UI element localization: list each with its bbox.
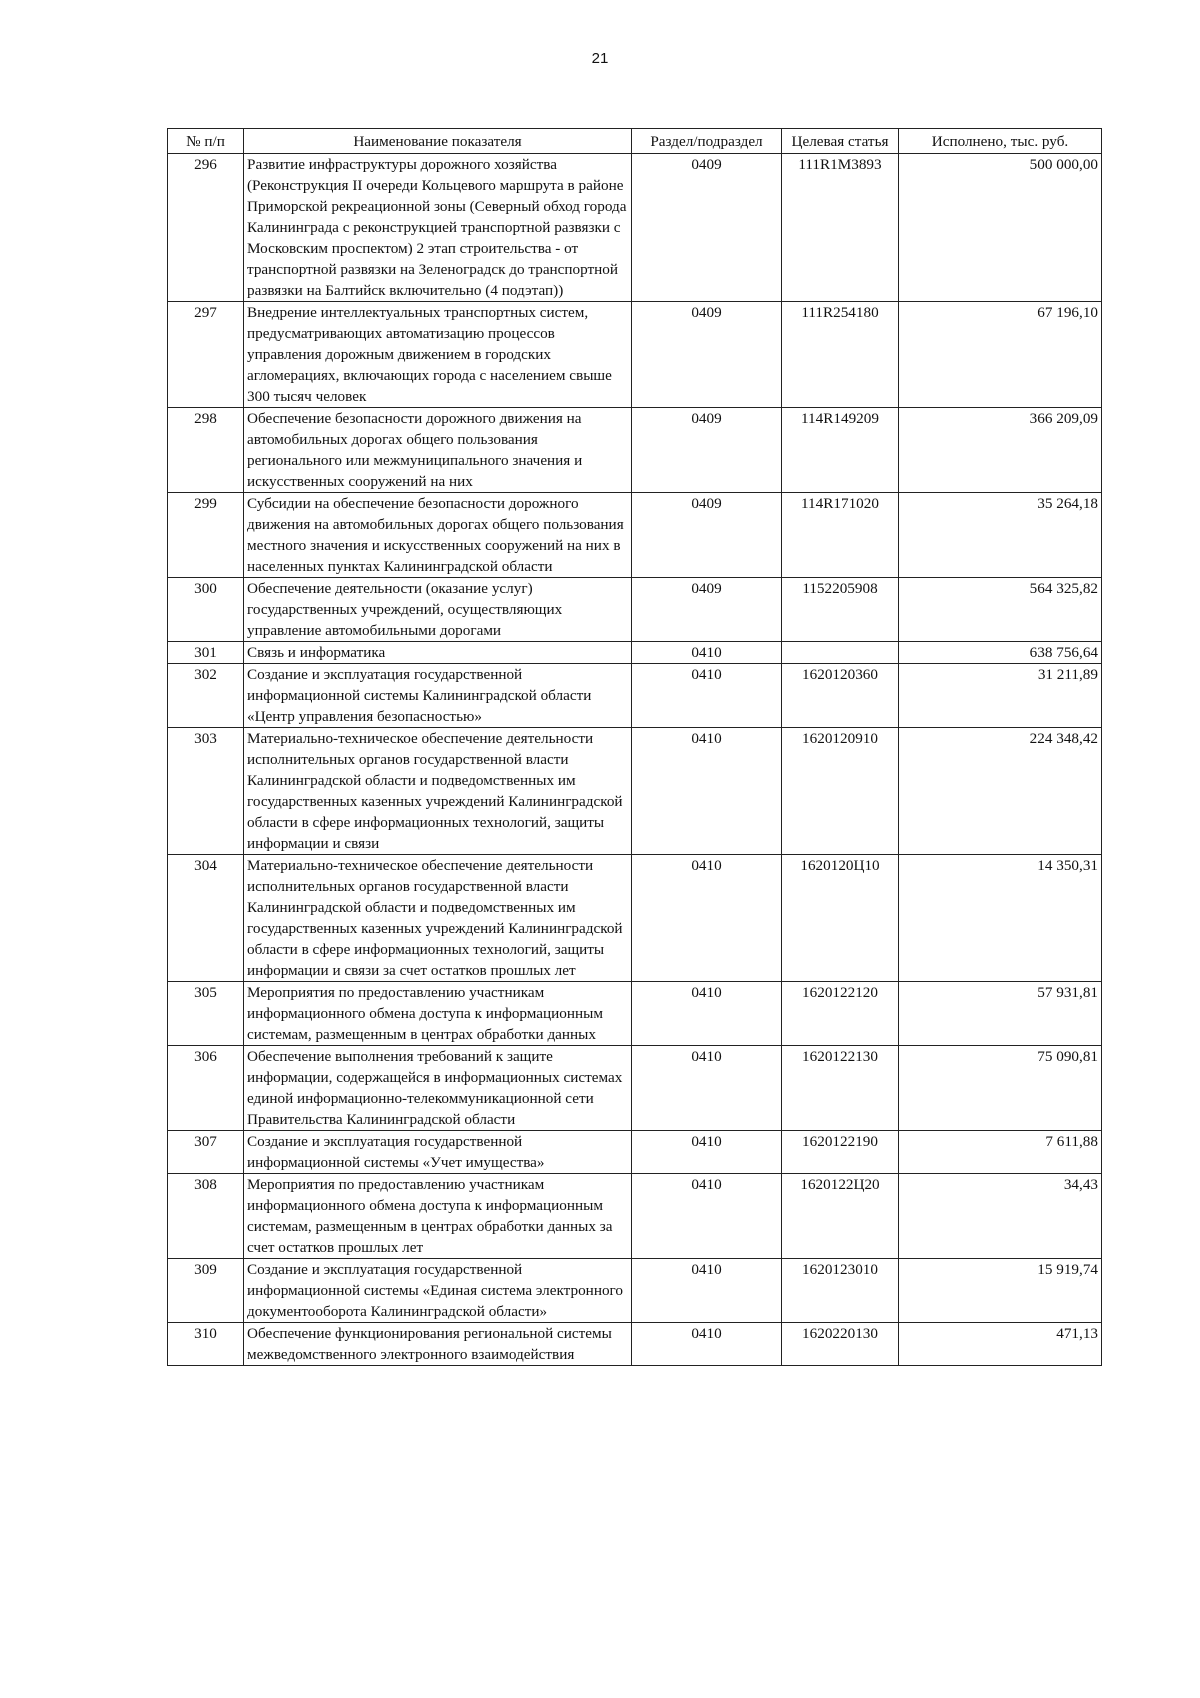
indicator-name: Мероприятия по предоставлению участникам информационного обмена доступа к информационным системам, размещенным в центрах обработки данных — [244, 982, 632, 1046]
target-article: 1620220130 — [782, 1323, 899, 1366]
executed-amount: 500 000,00 — [899, 154, 1102, 302]
target-article: 1620120910 — [782, 728, 899, 855]
section-code: 0409 — [632, 154, 782, 302]
target-article: 111R254180 — [782, 302, 899, 408]
executed-amount: 67 196,10 — [899, 302, 1102, 408]
table-row — [168, 855, 1102, 982]
executed-amount: 7 611,88 — [899, 1131, 1102, 1174]
indicator-name: Мероприятия по предоставлению участникам информационного обмена доступа к информационным системам, размещенным в центрах обработки данных за счет остатков прошлых лет — [244, 1174, 632, 1259]
header-name: Наименование показателя — [244, 129, 632, 154]
indicator-name: Обеспечение функционирования региональной системы межведомственного электронного взаимодействия — [244, 1323, 632, 1366]
executed-amount: 564 325,82 — [899, 578, 1102, 642]
target-article: 114R149209 — [782, 408, 899, 493]
indicator-name: Создание и эксплуатация государственной информационной системы «Учет имущества» — [244, 1131, 632, 1174]
table-row — [168, 578, 1102, 642]
section-code: 0410 — [632, 855, 782, 982]
indicator-name: Субсидии на обеспечение безопасности дорожного движения на автомобильных дорогах общего пользования местного значения и искусственных сооружений на них в населенных пунктах Калининградской области — [244, 493, 632, 578]
section-code: 0410 — [632, 1131, 782, 1174]
row-number: 308 — [168, 1174, 244, 1259]
table-row — [168, 728, 1102, 855]
row-number: 302 — [168, 664, 244, 728]
table-row — [168, 302, 1102, 408]
indicator-name: Создание и эксплуатация государственной информационной системы «Единая система электронного документооборота Калининградской области» — [244, 1259, 632, 1323]
row-number: 301 — [168, 642, 244, 664]
header-num: № п/п — [168, 129, 244, 154]
page-number: 21 — [591, 50, 609, 67]
executed-amount: 224 348,42 — [899, 728, 1102, 855]
indicator-name: Обеспечение безопасности дорожного движения на автомобильных дорогах общего пользования регионального или межмуниципального значения и искусственных сооружений на них — [244, 408, 632, 493]
table-row — [168, 154, 1102, 302]
executed-amount: 471,13 — [899, 1323, 1102, 1366]
target-article: 111R1M3893 — [782, 154, 899, 302]
target-article: 1152205908 — [782, 578, 899, 642]
table-row — [168, 493, 1102, 578]
row-number: 297 — [168, 302, 244, 408]
executed-amount: 57 931,81 — [899, 982, 1102, 1046]
indicator-name: Обеспечение деятельности (оказание услуг) государственных учреждений, осуществляющих управление автомобильными дорогами — [244, 578, 632, 642]
indicator-name: Связь и информатика — [244, 642, 632, 664]
row-number: 299 — [168, 493, 244, 578]
budget-execution-table — [167, 128, 1102, 1366]
table-header-row — [168, 129, 1102, 154]
table-row — [168, 642, 1102, 664]
section-code: 0410 — [632, 1174, 782, 1259]
executed-amount: 31 211,89 — [899, 664, 1102, 728]
table-row — [168, 408, 1102, 493]
table-row — [168, 1174, 1102, 1259]
section-code: 0409 — [632, 302, 782, 408]
target-article: 1620122120 — [782, 982, 899, 1046]
target-article: 114R171020 — [782, 493, 899, 578]
indicator-name: Развитие инфраструктуры дорожного хозяйства (Реконструкция II очереди Кольцевого маршрута в районе Приморской рекреационной зоны (Северный обход города Калининграда с реконструкцией транспортной развязки с Московским проспектом) 2 этап строительства - от транспортной развязки на Зеленоградск до транспортной развязки на Балтийск включительно (4 подэтап)) — [244, 154, 632, 302]
row-number: 298 — [168, 408, 244, 493]
row-number: 304 — [168, 855, 244, 982]
table-row — [168, 1259, 1102, 1323]
row-number: 310 — [168, 1323, 244, 1366]
row-number: 300 — [168, 578, 244, 642]
executed-amount: 366 209,09 — [899, 408, 1102, 493]
row-number: 306 — [168, 1046, 244, 1131]
target-article — [782, 642, 899, 664]
section-code: 0410 — [632, 1323, 782, 1366]
row-number: 303 — [168, 728, 244, 855]
row-number: 309 — [168, 1259, 244, 1323]
target-article: 1620122Ц20 — [782, 1174, 899, 1259]
header-amount: Исполнено, тыс. руб. — [899, 129, 1102, 154]
section-code: 0409 — [632, 408, 782, 493]
executed-amount: 14 350,31 — [899, 855, 1102, 982]
indicator-name: Обеспечение выполнения требований к защите информации, содержащейся в информационных системах единой информационно-телекоммуникационной сети Правительства Калининградской области — [244, 1046, 632, 1131]
table-body — [168, 154, 1102, 1366]
section-code: 0410 — [632, 664, 782, 728]
section-code: 0410 — [632, 1046, 782, 1131]
executed-amount: 15 919,74 — [899, 1259, 1102, 1323]
indicator-name: Внедрение интеллектуальных транспортных систем, предусматривающих автоматизацию процессов управления дорожным движением в городских агломерациях, включающих города с населением свыше 300 тысяч человек — [244, 302, 632, 408]
executed-amount: 75 090,81 — [899, 1046, 1102, 1131]
table-row — [168, 1131, 1102, 1174]
target-article: 1620122130 — [782, 1046, 899, 1131]
table-row — [168, 982, 1102, 1046]
target-article: 1620123010 — [782, 1259, 899, 1323]
target-article: 1620120Ц10 — [782, 855, 899, 982]
section-code: 0410 — [632, 728, 782, 855]
row-number: 296 — [168, 154, 244, 302]
table-row — [168, 1323, 1102, 1366]
header-target: Целевая статья — [782, 129, 899, 154]
indicator-name: Создание и эксплуатация государственной информационной системы Калининградской области «Центр управления безопасностью» — [244, 664, 632, 728]
indicator-name: Материально-техническое обеспечение деятельности исполнительных органов государственной власти Калининградской области и подведомственных им государственных казенных учреждений Калининградской области в сфере информационных технологий, защиты информации и связи — [244, 728, 632, 855]
target-article: 1620122190 — [782, 1131, 899, 1174]
executed-amount: 35 264,18 — [899, 493, 1102, 578]
section-code: 0409 — [632, 578, 782, 642]
row-number: 307 — [168, 1131, 244, 1174]
header-section: Раздел/подраздел — [632, 129, 782, 154]
target-article: 1620120360 — [782, 664, 899, 728]
table-row — [168, 664, 1102, 728]
executed-amount: 638 756,64 — [899, 642, 1102, 664]
table-row — [168, 1046, 1102, 1131]
section-code: 0409 — [632, 493, 782, 578]
section-code: 0410 — [632, 642, 782, 664]
indicator-name: Материально-техническое обеспечение деятельности исполнительных органов государственной власти Калининградской области и подведомственных им государственных казенных учреждений Калининградской области в сфере информационных технологий, защиты информации и связи за счет остатков прошлых лет — [244, 855, 632, 982]
section-code: 0410 — [632, 982, 782, 1046]
row-number: 305 — [168, 982, 244, 1046]
section-code: 0410 — [632, 1259, 782, 1323]
executed-amount: 34,43 — [899, 1174, 1102, 1259]
